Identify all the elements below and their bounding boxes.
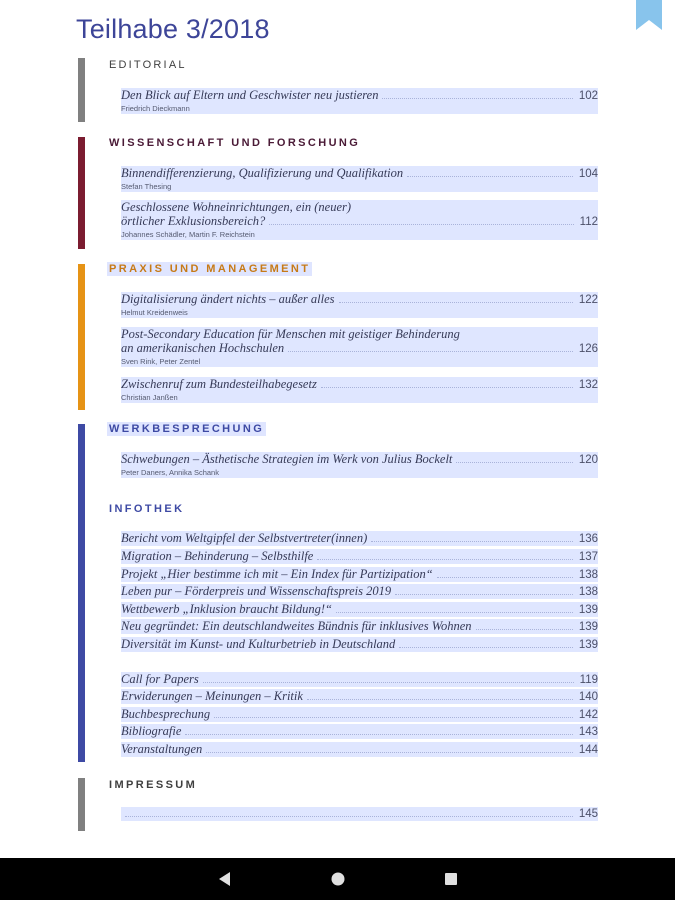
toc-entry[interactable] — [121, 807, 598, 821]
entry-title: Schwebungen – Ästhetische Strategien im Werk von Julius Bockelt — [121, 452, 453, 466]
toc-entry[interactable] — [121, 584, 598, 599]
section-heading-editorial: EDITORIAL — [109, 59, 187, 71]
entry-page: 102 — [578, 90, 598, 102]
toc-entry[interactable] — [121, 377, 598, 403]
entry-authors: Sven Rink, Peter Zentel — [121, 357, 201, 366]
section-heading-infothek: INFOTHEK — [109, 503, 185, 515]
entry-authors: Helmut Kreidenweis — [121, 308, 188, 317]
toc-entry[interactable] — [121, 200, 598, 240]
editorial-bar — [78, 58, 85, 122]
entry-authors: Peter Daners, Annika Schank — [121, 468, 219, 477]
toc-entry[interactable] — [121, 88, 598, 114]
wissenschaft-bar — [78, 137, 85, 249]
entry-authors: Johannes Schädler, Martin F. Reichstein — [121, 230, 255, 239]
toc-entry[interactable] — [121, 619, 598, 634]
toc-entry[interactable] — [121, 689, 598, 704]
entry-title: Migration – Behinderung – Selbsthilfe — [121, 549, 314, 563]
entry-title: Binnendifferenzierung, Qualifizierung und Qualifikation — [121, 166, 404, 180]
entry-page: 145 — [578, 808, 598, 820]
entry-title: Wettbewerb „Inklusion braucht Bildung!“ — [121, 602, 332, 616]
section-heading-werkbesprechung: WERKBESPRECHUNG — [109, 423, 265, 435]
entry-page: 139 — [578, 639, 598, 651]
entry-page: 138 — [578, 569, 598, 581]
entry-authors: Christian Janßen — [121, 393, 178, 402]
page-title: Teilhabe 3/2018 — [76, 14, 270, 44]
entry-page: 104 — [578, 168, 598, 180]
toc-entry[interactable] — [121, 549, 598, 564]
entry-title: Diversität im Kunst- und Kulturbetrieb in Deutschland — [121, 637, 396, 651]
entry-title: Buchbesprechung — [121, 707, 211, 721]
entry-title-cont: örtlicher Exklusionsbereich? — [121, 214, 266, 228]
entry-page: 143 — [578, 726, 598, 738]
section-heading-impressum: IMPRESSUM — [109, 779, 198, 791]
entry-title: Den Blick auf Eltern und Geschwister neu justieren — [121, 88, 379, 102]
entry-page: 119 — [579, 674, 598, 686]
navigation-bar — [0, 858, 675, 900]
toc-entry[interactable] — [121, 724, 598, 739]
entry-authors: Stefan Thesing — [121, 182, 172, 191]
entry-page: 132 — [578, 379, 598, 391]
toc-entry[interactable] — [121, 707, 598, 722]
entry-title: Bericht vom Weltgipfel der Selbstvertreter(innen) — [121, 531, 368, 545]
back-icon[interactable] — [216, 871, 234, 887]
recents-icon[interactable] — [442, 871, 460, 887]
entry-title: Veranstaltungen — [121, 742, 203, 756]
entry-page: 138 — [578, 586, 598, 598]
home-icon[interactable] — [329, 871, 347, 887]
toc-entry[interactable] — [121, 602, 598, 617]
entry-page: 140 — [578, 691, 598, 703]
entry-page: 126 — [578, 343, 598, 355]
entry-title: Erwiderungen – Meinungen – Kritik — [121, 689, 303, 703]
praxis-bar — [78, 264, 85, 410]
toc-entry[interactable] — [121, 452, 598, 478]
toc-entry[interactable] — [121, 672, 598, 687]
werkbesprechung-bar — [78, 424, 85, 762]
toc-entry[interactable] — [121, 637, 598, 652]
entry-title: Geschlossene Wohneinrichtungen, ein (neuer) — [121, 200, 352, 214]
section-heading-wissenschaft: WISSENSCHAFT UND FORSCHUNG — [109, 137, 361, 149]
toc-entry[interactable] — [121, 166, 598, 192]
entry-page: 137 — [578, 551, 598, 563]
entry-title: Leben pur – Förderpreis und Wissenschaftspreis 2019 — [121, 584, 392, 598]
entry-title: Projekt „Hier bestimme ich mit – Ein Index für Partizipation“ — [121, 567, 433, 581]
entry-authors: Friedrich Dieckmann — [121, 104, 190, 113]
entry-title: Neu gegründet: Ein deutschlandweites Bündnis für inklusives Wohnen — [121, 619, 472, 633]
entry-title: Bibliografie — [121, 724, 182, 738]
entry-page: 144 — [578, 744, 598, 756]
entry-title-cont: an amerikanischen Hochschulen — [121, 341, 285, 355]
entry-page: 142 — [578, 709, 598, 721]
toc-entry[interactable] — [121, 742, 598, 757]
entry-title: Post-Secondary Education für Menschen mit geistiger Behinderung — [121, 327, 460, 341]
entry-title: Zwischenruf zum Bundesteilhabegesetz — [121, 377, 317, 391]
section-heading-praxis: PRAXIS UND MANAGEMENT — [109, 263, 311, 275]
entry-page: 120 — [578, 454, 598, 466]
toc-entry[interactable] — [121, 292, 598, 318]
entry-page: 139 — [578, 621, 598, 633]
entry-page: 122 — [578, 294, 598, 306]
toc-entry[interactable] — [121, 531, 598, 546]
toc-entry[interactable] — [121, 327, 598, 367]
entry-title: Call for Papers — [121, 672, 199, 686]
entry-title: Digitalisierung ändert nichts – außer alles — [121, 292, 335, 306]
entry-page: 112 — [579, 216, 598, 228]
bookmark-icon[interactable] — [636, 0, 662, 30]
impressum-bar — [78, 778, 85, 831]
entry-page: 136 — [578, 533, 598, 545]
toc-entry[interactable] — [121, 567, 598, 582]
entry-page: 139 — [578, 604, 598, 616]
